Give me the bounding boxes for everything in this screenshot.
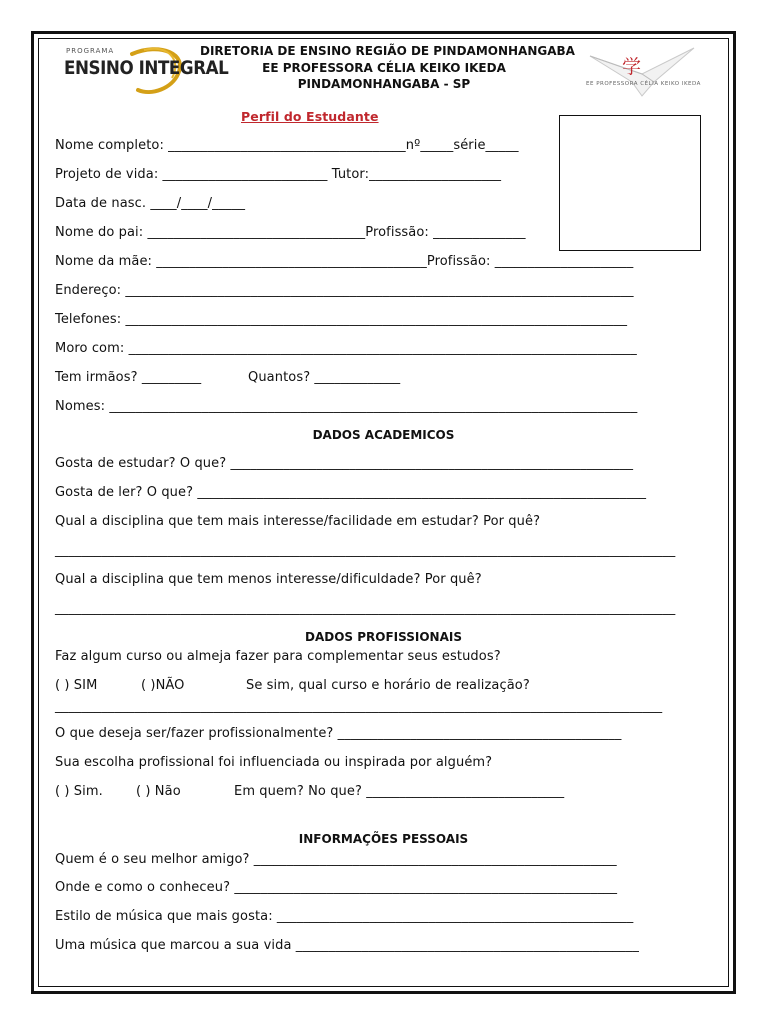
question-curso: Faz algum curso ou almeja fazer para complementar seus estudos? (55, 649, 501, 664)
checkbox-sim-2[interactable]: ( ) Sim. (55, 784, 103, 799)
section-heading-pessoais: INFORMAÇÕES PESSOAIS (298, 832, 469, 846)
origami-crane-icon (582, 42, 704, 100)
field-melhor-amigo[interactable]: Quem é o seu melhor amigo? _______________________________________________________ (55, 852, 617, 867)
question-se-sim: Se sim, qual curso e horário de realização? (246, 678, 530, 693)
header-line-3: PINDAMONHANGABA - SP (297, 77, 471, 91)
field-projeto-vida[interactable]: Projeto de vida: _________________________ Tutor:____________________ (55, 167, 502, 182)
field-tem-irmaos[interactable]: Tem irmãos? _________ (55, 370, 202, 385)
field-nomes[interactable]: Nomes: ________________________________________________________________________________ (55, 399, 638, 414)
field-deseja-ser[interactable]: O que deseja ser/fazer profissionalmente? ___________________________________________ (55, 726, 622, 741)
question-menos-interesse: Qual a disciplina que tem menos interesse/dificuldade? Por quê? (55, 572, 482, 587)
checkbox-sim[interactable]: ( ) SIM (55, 678, 98, 693)
field-nome-mae[interactable]: Nome da mãe: _________________________________________Profissão: _____________________ (55, 254, 634, 269)
section-heading-profissionais: DADOS PROFISSIONAIS (305, 630, 462, 644)
field-em-quem[interactable]: Em quem? No que? ______________________________ (234, 784, 565, 799)
crane-caption-text: EE PROFESSORA CÉLIA KEIKO IKEDA (586, 81, 701, 87)
field-endereco[interactable]: Endereço: _____________________________________________________________________________ (55, 283, 634, 298)
field-curso-line[interactable]: ____________________________________________________________________________________________ (55, 699, 663, 714)
field-nome-completo[interactable]: Nome completo: ____________________________________nº_____série_____ (55, 138, 519, 153)
field-gosta-estudar[interactable]: Gosta de estudar? O que? _____________________________________________________________ (55, 456, 634, 471)
field-telefones[interactable]: Telefones: ____________________________________________________________________________ (55, 312, 628, 327)
field-gosta-ler[interactable]: Gosta de ler? O que? ____________________________________________________________________ (55, 485, 647, 500)
photo-placeholder-box (559, 115, 701, 251)
checkbox-nao-2[interactable]: ( ) Não (136, 784, 181, 799)
logo-program-text: PROGRAMA (66, 47, 115, 55)
question-influenciada: Sua escolha profissional foi influenciada ou inspirada por alguém? (55, 755, 493, 770)
header-line-1: DIRETORIA DE ENSINO REGIÃO DE PINDAMONHANGABA (200, 44, 575, 58)
checkbox-nao[interactable]: ( )NÃO (141, 678, 185, 693)
field-onde-conheceu[interactable]: Onde e como o conheceu? __________________________________________________________ (55, 880, 618, 895)
field-mais-interesse-line[interactable]: ______________________________________________________________________________________________ (55, 543, 676, 558)
page-title: Perfil do Estudante (241, 109, 379, 124)
field-moro-com[interactable]: Moro com: _____________________________________________________________________________ (55, 341, 637, 356)
field-estilo-musica[interactable]: Estilo de música que mais gosta: ______________________________________________________ (55, 909, 634, 924)
field-menos-interesse-line[interactable]: ______________________________________________________________________________________________ (55, 601, 676, 616)
field-nome-pai[interactable]: Nome do pai: _________________________________Profissão: ______________ (55, 225, 526, 240)
question-mais-interesse: Qual a disciplina que tem mais interesse/facilidade em estudar? Por quê? (55, 514, 541, 529)
kanji-glyph: 学 (622, 56, 642, 78)
field-data-nasc[interactable]: Data de nasc. ____/____/_____ (55, 196, 246, 211)
field-quantos[interactable]: Quantos? _____________ (248, 370, 401, 385)
header-line-2: EE PROFESSORA CÉLIA KEIKO IKEDA (262, 61, 506, 75)
school-crane-logo (582, 42, 704, 100)
field-musica-marcou[interactable]: Uma música que marcou a sua vida ____________________________________________________ (55, 938, 639, 953)
logo-title-text: ENSINO INTEGRAL (64, 57, 229, 79)
section-heading-academicos: DADOS ACADEMICOS (312, 428, 455, 442)
